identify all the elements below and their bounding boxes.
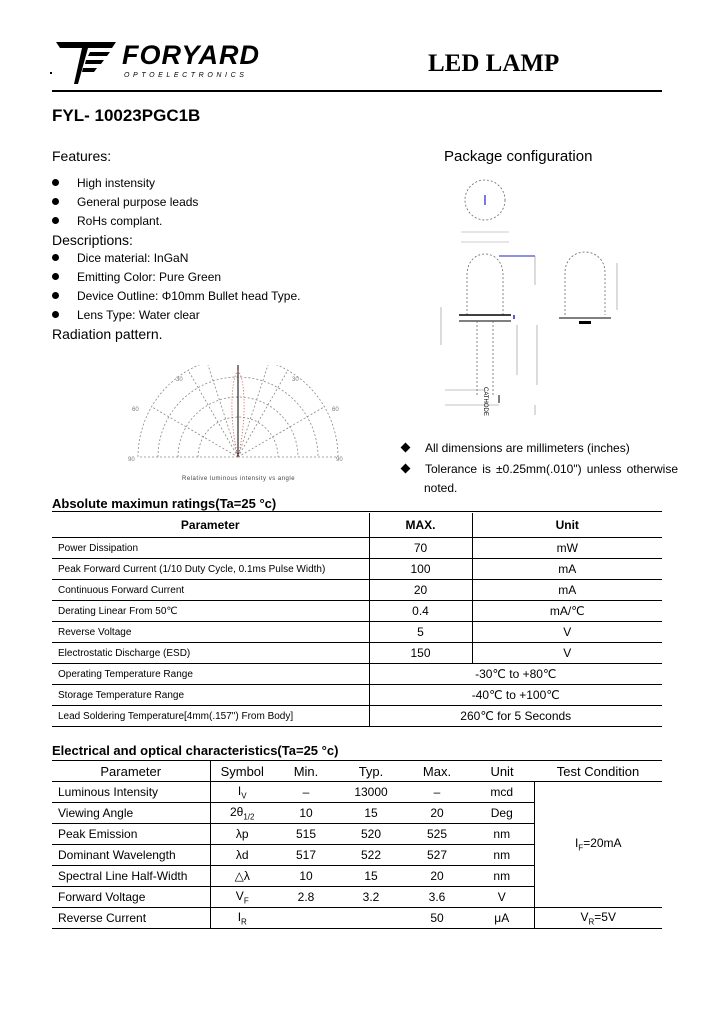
diamond-bullet-icon xyxy=(401,443,411,453)
min-cell: 10 xyxy=(274,866,338,887)
table-row xyxy=(52,538,662,559)
brand-logo xyxy=(52,38,277,88)
param-cell: Derating Linear From 50℃ xyxy=(52,601,369,622)
param-cell: Peak Forward Current (1/10 Duty Cycle, 0.1ms Pulse Width) xyxy=(52,559,369,580)
table-header: Parameter xyxy=(52,761,210,782)
table-row xyxy=(52,685,662,706)
value-cell: 260℃ for 5 Seconds xyxy=(369,706,662,727)
param-cell: Continuous Forward Current xyxy=(52,580,369,601)
radiation-pattern-diagram xyxy=(128,365,348,485)
unit-cell: mW xyxy=(472,538,662,559)
svg-text:60: 60 xyxy=(332,407,339,413)
min-cell xyxy=(274,908,338,929)
min-cell: 10 xyxy=(274,803,338,824)
unit-cell: mcd xyxy=(470,782,534,803)
table-row xyxy=(52,601,662,622)
descriptions-heading: Descriptions: xyxy=(52,232,133,248)
unit-cell: nm xyxy=(470,824,534,845)
bullet-icon xyxy=(52,292,59,299)
unit-cell: mA/℃ xyxy=(472,601,662,622)
min-cell: 2.8 xyxy=(274,887,338,908)
param-cell: Viewing Angle xyxy=(52,803,210,824)
unit-cell: V xyxy=(472,643,662,664)
features-item: High instensity xyxy=(52,176,155,190)
descriptions-item: Dice material: InGaN xyxy=(52,251,188,265)
test-condition-cell: $I_F=20mA$ xyxy=(534,782,662,908)
typ-cell: 522 xyxy=(338,845,404,866)
unit-cell: V xyxy=(472,622,662,643)
unit-cell: V xyxy=(470,887,534,908)
table-header: Min. xyxy=(274,761,338,782)
logo-mark-icon xyxy=(52,38,120,86)
max-cell: 525 xyxy=(404,824,470,845)
features-item: General purpose leads xyxy=(52,195,198,209)
min-cell: – xyxy=(274,782,338,803)
logo-dot xyxy=(50,72,52,74)
bullet-icon xyxy=(52,311,59,318)
features-item: RoHs complant. xyxy=(52,214,162,228)
symbol-cell: $I_R$ xyxy=(210,908,274,929)
max-cell: 20 xyxy=(404,866,470,887)
table-row xyxy=(52,643,662,664)
max-cell: 100 xyxy=(369,559,472,580)
value-cell: -40℃ to +100℃ xyxy=(369,685,662,706)
bullet-icon xyxy=(52,198,59,205)
bullet-icon xyxy=(52,273,59,280)
table-header: Unit xyxy=(470,761,534,782)
param-cell: Luminous Intensity xyxy=(52,782,210,803)
table-row xyxy=(52,580,662,601)
min-cell: 517 xyxy=(274,845,338,866)
abs-ratings-table xyxy=(52,513,662,727)
param-cell: Electrostatic Discharge (ESD) xyxy=(52,643,369,664)
bullet-icon xyxy=(52,217,59,224)
descriptions-item: Emitting Color: Pure Green xyxy=(52,270,221,284)
max-cell: 5 xyxy=(369,622,472,643)
electrical-table xyxy=(52,761,662,929)
part-number: FYL- 10023PGC1B xyxy=(52,106,201,125)
min-cell: 515 xyxy=(274,824,338,845)
document-title: LED LAMP xyxy=(428,50,560,77)
param-cell: Dominant Wavelength xyxy=(52,845,210,866)
descriptions-item: Device Outline: Φ10mm Bullet head Type. xyxy=(52,289,300,303)
max-cell: 0.4 xyxy=(369,601,472,622)
param-cell: Spectral Line Half-Width xyxy=(52,866,210,887)
table-row xyxy=(52,782,662,803)
test-condition-cell: $V_R=5V$ xyxy=(534,908,662,929)
value-cell: -30℃ to +80℃ xyxy=(369,664,662,685)
typ-cell: 3.2 xyxy=(338,887,404,908)
radiation-caption: Relative luminous intensity vs angle xyxy=(182,476,296,482)
max-cell: 50 xyxy=(404,908,470,929)
typ-cell: 520 xyxy=(338,824,404,845)
param-cell: Lead Soldering Temperature[4mm(.157") From Body] xyxy=(52,706,369,727)
table-header-row xyxy=(52,513,662,538)
bullet-icon xyxy=(52,179,59,186)
brand-name: FORYARD xyxy=(122,40,261,70)
table-header: Parameter xyxy=(52,513,369,538)
param-cell: Reverse Voltage xyxy=(52,622,369,643)
table-row xyxy=(52,622,662,643)
abs-ratings-rule xyxy=(52,511,662,512)
diamond-bullet-icon xyxy=(401,464,411,474)
param-cell: Power Dissipation xyxy=(52,538,369,559)
param-cell: Peak Emission xyxy=(52,824,210,845)
svg-text:30: 30 xyxy=(176,377,183,383)
table-row xyxy=(52,908,662,929)
svg-text:30: 30 xyxy=(292,377,299,383)
abs-ratings-title: Absolute maximun ratings(Ta=25 °c) xyxy=(52,496,277,511)
svg-text:90: 90 xyxy=(128,457,135,463)
package-heading: Package configuration xyxy=(444,148,593,165)
package-note: All dimensions are millimeters (inches) xyxy=(402,441,630,455)
typ-cell: 13000 xyxy=(338,782,404,803)
max-cell: 150 xyxy=(369,643,472,664)
max-cell: 70 xyxy=(369,538,472,559)
table-header: Max. xyxy=(404,761,470,782)
param-cell: Operating Temperature Range xyxy=(52,664,369,685)
symbol-cell: λd xyxy=(210,845,274,866)
header-rule xyxy=(52,90,662,92)
cathode-label: CATHODE xyxy=(482,387,488,416)
unit-cell: nm xyxy=(470,845,534,866)
typ-cell: 15 xyxy=(338,866,404,887)
table-header: Unit xyxy=(472,513,662,538)
table-header: MAX. xyxy=(369,513,472,538)
svg-text:60: 60 xyxy=(132,407,139,413)
package-drawing xyxy=(425,175,625,415)
typ-cell: 15 xyxy=(338,803,404,824)
param-cell: Storage Temperature Range xyxy=(52,685,369,706)
unit-cell: μA xyxy=(470,908,534,929)
table-header: Typ. xyxy=(338,761,404,782)
package-note: Tolerance is ±0.25mm(.010") unless otherwise noted. xyxy=(402,460,678,498)
brand-subtitle: OPTOELECTRONICS xyxy=(124,72,248,79)
max-cell: – xyxy=(404,782,470,803)
max-cell: 3.6 xyxy=(404,887,470,908)
max-cell: 20 xyxy=(369,580,472,601)
param-cell: Forward Voltage xyxy=(52,887,210,908)
symbol-cell: λp xyxy=(210,824,274,845)
bullet-icon xyxy=(52,254,59,261)
symbol-cell: $2\theta_{1/2}$ xyxy=(210,803,274,824)
unit-cell: nm xyxy=(470,866,534,887)
unit-cell: Deg xyxy=(470,803,534,824)
electrical-title: Electrical and optical characteristics(Ta=25 °c) xyxy=(52,743,339,758)
svg-text:90: 90 xyxy=(336,457,343,463)
unit-cell: mA xyxy=(472,580,662,601)
unit-cell: mA xyxy=(472,559,662,580)
table-header: Test Condition xyxy=(534,761,662,782)
table-header: Symbol xyxy=(210,761,274,782)
typ-cell xyxy=(338,908,404,929)
symbol-cell: $V_F$ xyxy=(210,887,274,908)
table-row xyxy=(52,559,662,580)
table-header-row xyxy=(52,761,662,782)
table-row xyxy=(52,706,662,727)
radiation-heading: Radiation pattern. xyxy=(52,326,163,342)
symbol-cell: △λ xyxy=(210,866,274,887)
descriptions-item: Lens Type: Water clear xyxy=(52,308,200,322)
max-cell: 20 xyxy=(404,803,470,824)
features-heading: Features: xyxy=(52,148,112,164)
table-row xyxy=(52,664,662,685)
max-cell: 527 xyxy=(404,845,470,866)
symbol-cell: $I_V$ xyxy=(210,782,274,803)
param-cell: Reverse Current xyxy=(52,908,210,929)
